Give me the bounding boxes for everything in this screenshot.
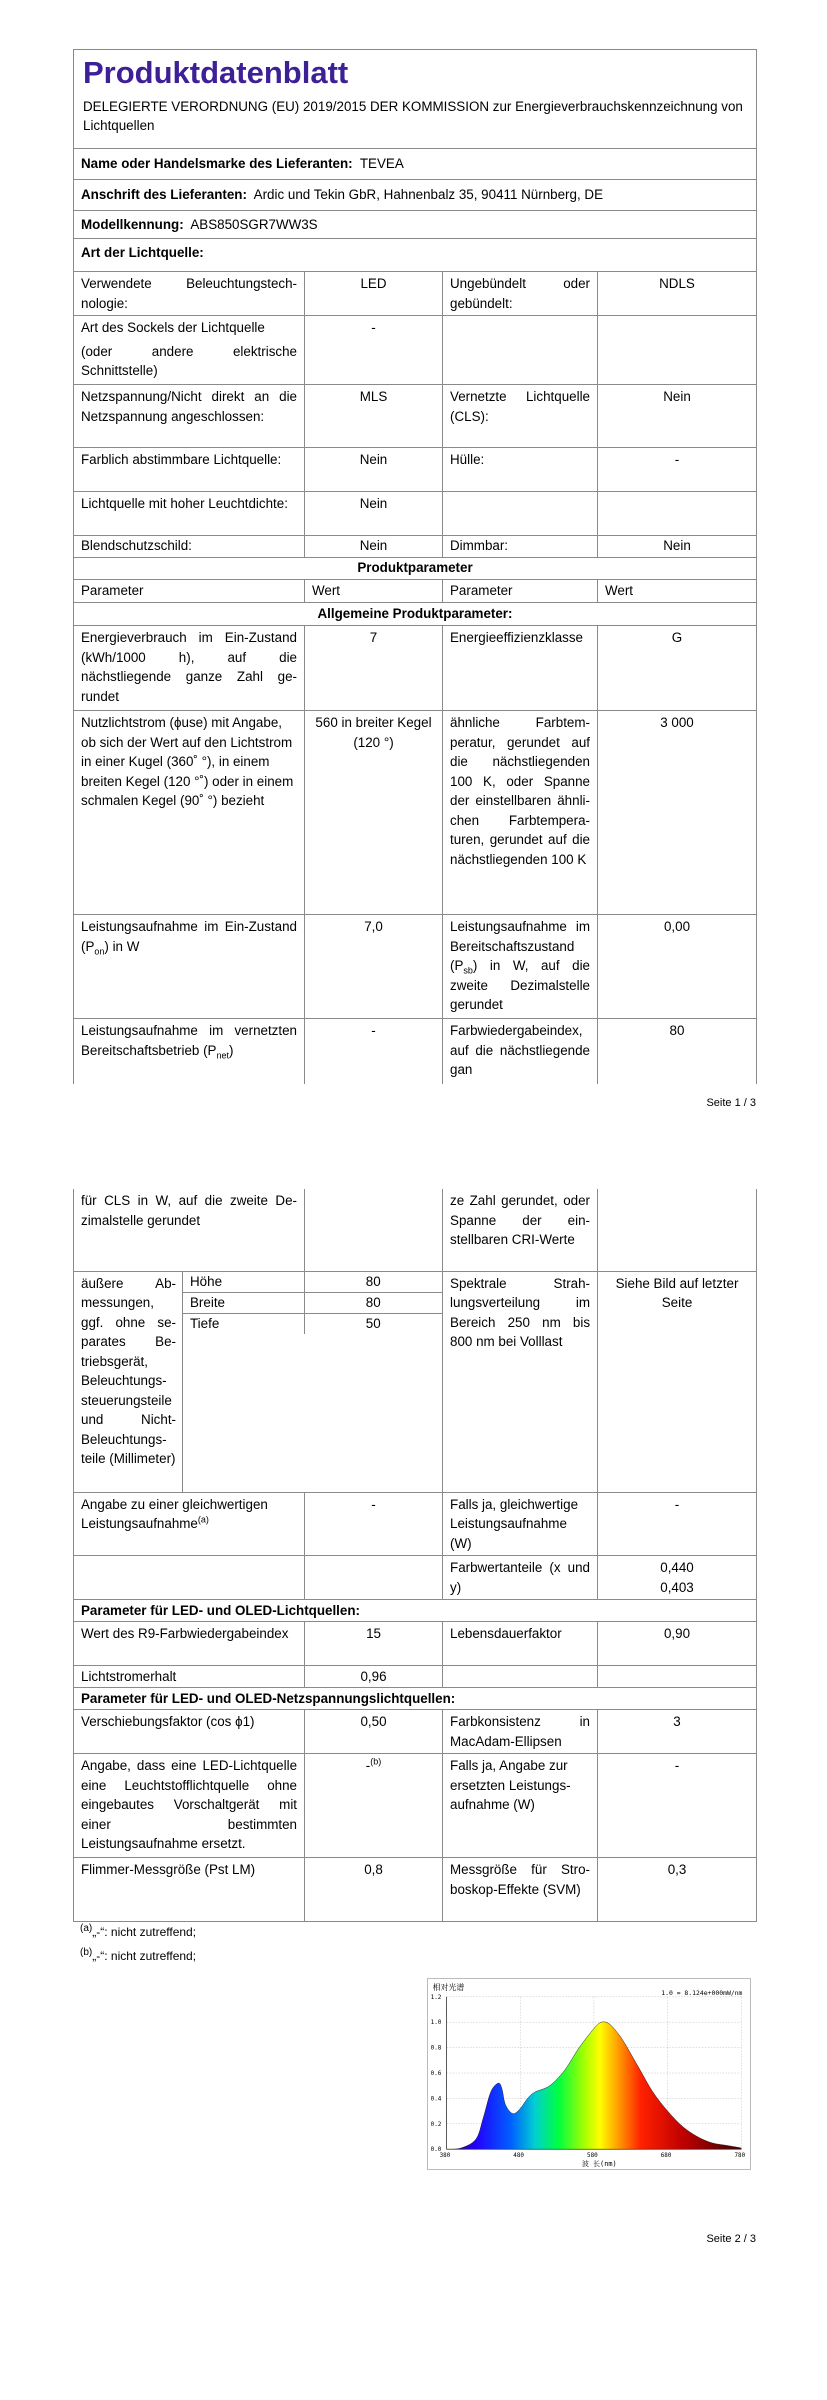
- width-value: 80: [304, 1292, 442, 1313]
- regulation-subtitle: DELEGIERTE VERORDNUNG (EU) 2019/2015 DER KOMMISSION zur Energieverbrauchskennzeichnung von Lichtquellen: [83, 99, 743, 133]
- cap-label-line-1: Art des Sockels der Lichtquelle: [81, 320, 265, 335]
- empty-cell: [443, 316, 598, 385]
- equivalent-power-label: Angabe zu einer gleichwertigen Leistungsaufnahme$^{(a)}$: [74, 1492, 305, 1556]
- cct-label: ähnliche Farbtemperatur, gerundet auf die nächstliegenden 100 K, oder Spanne der einstellbaren ähnlichen Farbtemperaturen, gerundet auf die nächstliegenden 100 K: [443, 711, 598, 915]
- energy-label: Energieverbrauch im Ein-Zustand (kWh/1000 h), auf die nächstliegende ganze Zahl gerundet: [74, 626, 305, 711]
- footnote-b: $^{(b)}$„-“: nicht zutreffend;: [80, 1947, 197, 1963]
- empty-cell: [443, 492, 598, 536]
- chromaticity-values: [598, 1556, 757, 1600]
- spd-label: Spektrale Strahlungsverteilung im Bereich 250 nm bis 800 nm bei Volllast: [443, 1271, 598, 1492]
- non-directional-value: NDLS: [598, 272, 757, 316]
- chromaticity-x: 0,440: [660, 1560, 694, 1575]
- general-heading: Allgemeine Produktparameter:: [74, 603, 757, 626]
- high-luminance-value: Nein: [305, 492, 443, 536]
- colour-consistency-value: 3: [598, 1710, 757, 1754]
- lumen-maintenance-label: Lichtstromerhalt: [74, 1666, 305, 1688]
- empty-cell: [598, 1666, 757, 1688]
- spd-value: Siehe Bild auf letzter Seite: [598, 1271, 757, 1492]
- efficiency-class-label: Energieeffizienzklasse: [443, 626, 598, 711]
- empty-cell: [598, 316, 757, 385]
- chromaticity-y: 0,403: [660, 1579, 694, 1595]
- p-net-value: -: [305, 1019, 443, 1084]
- dimensions-label: äußere Abmessungen, ggf. ohne separates Betriebsgerät, Beleuchtungssteuerungsteile und Nicht-Beleuchtungsteile (Millimeter): [74, 1271, 183, 1492]
- mains-heading: Parameter für LED- und OLED-Netzspannungslichtquellen:: [74, 1688, 757, 1710]
- spectrum-chart: [427, 1978, 751, 2170]
- empty-cell: [598, 1189, 757, 1271]
- model-id: ABS850SGR7WW3S: [190, 217, 318, 232]
- survival-factor-value: 0,90: [598, 1622, 757, 1666]
- colour-tunable-value: Nein: [305, 448, 443, 492]
- chromaticity-label: Farbwertanteile (x und y): [443, 1556, 598, 1600]
- y-tick-label: 0.4: [430, 2095, 442, 2103]
- led-heading: Parameter für LED- und OLED-Lichtquellen:: [74, 1600, 757, 1622]
- colour-consistency-label: Farbkonsistenz in MacAdam-Ellipsen: [443, 1710, 598, 1754]
- dimensions-cell: [183, 1271, 443, 1492]
- page-2-footer: Seite 2 / 3: [706, 2233, 756, 2245]
- x-tick-labels: [440, 2152, 746, 2159]
- product-parameters-heading: Produktparameter: [74, 558, 757, 580]
- empty-cell: [598, 492, 757, 536]
- empty-cell: [305, 1189, 443, 1271]
- footnotes: [80, 1920, 196, 1968]
- replacement-power-label: Falls ja, Angabe zur ersetzten Leistungsaufnahme (W): [443, 1754, 598, 1858]
- supplier-address-label: Anschrift des Lieferanten:: [81, 187, 247, 202]
- depth-label: Tiefe: [183, 1313, 304, 1334]
- datasheet-table-page-2: [73, 1189, 757, 1922]
- cri-label: Farbwiedergabeindex, auf die nächstliegende gan: [443, 1019, 598, 1084]
- technology-value: LED: [305, 272, 443, 316]
- chart-legend: 1.0 = 8.124e+000mW/nm: [661, 1988, 743, 1997]
- col-value-header: Wert: [305, 580, 443, 603]
- width-label: Breite: [183, 1292, 304, 1313]
- y-tick-label: 0.8: [430, 2044, 442, 2052]
- y-tick-label: 0.6: [430, 2069, 442, 2077]
- equivalent-power-w-label: Falls ja, gleichwertige Leistungsaufnahme (W): [443, 1492, 598, 1556]
- r9-label: Wert des R9-Farbwiedergabeindex: [74, 1622, 305, 1666]
- equivalent-power-value: -: [305, 1492, 443, 1556]
- p-sb-label: Leistungsaufnahme im Bereitschaftszustand $(P_{sb})$ in W, auf die zweite Dezimalstelle gerundet: [443, 915, 598, 1019]
- cap-label-line-2: (oder andere elektrische Schnittstelle): [81, 343, 297, 378]
- height-value: 80: [304, 1272, 442, 1293]
- page-1: [73, 49, 756, 1084]
- depth-value: 50: [304, 1313, 442, 1334]
- flux-value: 560 in breiter Kegel (120 °): [305, 711, 443, 915]
- cri-value: 80: [598, 1019, 757, 1084]
- col-parameter-header: Parameter: [74, 580, 305, 603]
- dimensions-table: [183, 1272, 442, 1334]
- technology-label: Verwendete Beleuchtungstechnologie:: [74, 272, 305, 316]
- x-tick-label: 480: [513, 2152, 524, 2160]
- cap-label: [74, 316, 305, 385]
- model-label: Modellkennung:: [81, 217, 184, 232]
- cct-value: 3 000: [598, 711, 757, 915]
- power-factor-value: 0,50: [305, 1710, 443, 1754]
- replacement-value: -$^{(b)}$: [305, 1754, 443, 1858]
- non-directional-label: Ungebündelt oder gebündelt:: [443, 272, 598, 316]
- anti-glare-label: Blendschutzschild:: [74, 536, 305, 558]
- p-net-label-continued: für CLS in W, auf die zweite Dezimalstelle gerundet: [74, 1189, 305, 1271]
- cri-label-continued: ze Zahl gerundet, oder Spanne der einstellbaren CRI-Werte: [443, 1189, 598, 1271]
- survival-factor-label: Lebensdauerfaktor: [443, 1622, 598, 1666]
- empty-cell: [74, 1556, 305, 1600]
- page-title: Produktdatenblatt: [83, 55, 349, 90]
- cap-value: -: [305, 316, 443, 385]
- supplier-name: TEVEA: [359, 156, 404, 171]
- power-factor-label: Verschiebungsfaktor (cos ϕ1): [74, 1710, 305, 1754]
- page-1-footer: Seite 1 / 3: [706, 1097, 756, 1109]
- datasheet-table-page-1: [73, 49, 757, 1084]
- y-tick-label: 1.0: [430, 2019, 442, 2027]
- flicker-value: 0,8: [305, 1858, 443, 1922]
- p-sb-value: 0,00: [598, 915, 757, 1019]
- colour-tunable-label: Farblich abstimmbare Lichtquelle:: [74, 448, 305, 492]
- efficiency-class-value: G: [598, 626, 757, 711]
- p-on-value: 7,0: [305, 915, 443, 1019]
- col-parameter-header: Parameter: [443, 580, 598, 603]
- connected-label: Vernetzte Lichtquelle (CLS):: [443, 385, 598, 448]
- mains-value: MLS: [305, 385, 443, 448]
- height-label: Höhe: [183, 1272, 304, 1293]
- footnote-a: $^{(a)}$„-“: nicht zutreffend;: [80, 1923, 197, 1939]
- dimmable-value: Nein: [598, 536, 757, 558]
- empty-cell: [443, 1666, 598, 1688]
- svm-label: Messgröße für Stroboskop-Effekte (SVM): [443, 1858, 598, 1922]
- high-luminance-label: Lichtquelle mit hoher Leuchtdichte:: [74, 492, 305, 536]
- spectrum-area: [447, 2022, 742, 2149]
- flux-label: Nutzlichtstrom (ϕuse) mit Angabe, ob sich der Wert auf den Lichtstrom in einer Kugel (360˚ °), in einem breiten Kegel (120 °˚) oder in einem schmalen Kegel (90˚ °) bezieht: [74, 711, 305, 915]
- energy-value: 7: [305, 626, 443, 711]
- anti-glare-value: Nein: [305, 536, 443, 558]
- svm-value: 0,3: [598, 1858, 757, 1922]
- x-tick-label: 380: [439, 2152, 451, 2160]
- replacement-power-value: -: [598, 1754, 757, 1858]
- x-tick-label: 580: [587, 2152, 598, 2160]
- flicker-label: Flimmer-Messgröße (Pst LM): [74, 1858, 305, 1922]
- y-tick-labels: [431, 1994, 442, 2153]
- x-tick-label: 780: [734, 2152, 746, 2160]
- envelope-label: Hülle:: [443, 448, 598, 492]
- col-value-header: Wert: [598, 580, 757, 603]
- p-net-label: Leistungsaufnahme im vernetzten Bereitschaftsbetrieb $(P_{net})$: [74, 1019, 305, 1084]
- y-tick-label: 0.0: [430, 2146, 442, 2154]
- p-on-label: Leistungsaufnahme im Ein-Zustand $(P_{on})$ in W: [74, 915, 305, 1019]
- lumen-maintenance-value: 0,96: [305, 1666, 443, 1688]
- page-2: [73, 1189, 756, 1922]
- envelope-value: -: [598, 448, 757, 492]
- supplier-address: Ardic und Tekin GbR, Hahnenbalz 35, 90411 Nürnberg, DE: [253, 187, 603, 202]
- equivalent-power-w-value: -: [598, 1492, 757, 1556]
- chart-ylabel: 相对光谱: [432, 1982, 465, 1992]
- dimmable-label: Dimmbar:: [443, 536, 598, 558]
- empty-cell: [305, 1556, 443, 1600]
- connected-value: Nein: [598, 385, 757, 448]
- r9-value: 15: [305, 1622, 443, 1666]
- chart-xlabel: 波 长(nm): [582, 2160, 617, 2169]
- mains-label: Netzspannung/Nicht direkt an die Netzspannung angeschlossen:: [74, 385, 305, 448]
- y-tick-label: 0.2: [430, 2120, 442, 2128]
- x-tick-label: 680: [660, 2152, 672, 2160]
- y-tick-label: 1.2: [430, 1993, 442, 2001]
- supplier-name-label: Name oder Handelsmarke des Lieferanten:: [81, 156, 353, 171]
- replacement-label: Angabe, dass eine LED-Lichtquelle eine Leuchtstofflichtquelle ohne eingebautes Vorschaltgerät mit einer bestimmten Leistungsaufnahme ersetzt.: [74, 1754, 305, 1858]
- light-source-type-label: Art der Lichtquelle:: [81, 245, 204, 260]
